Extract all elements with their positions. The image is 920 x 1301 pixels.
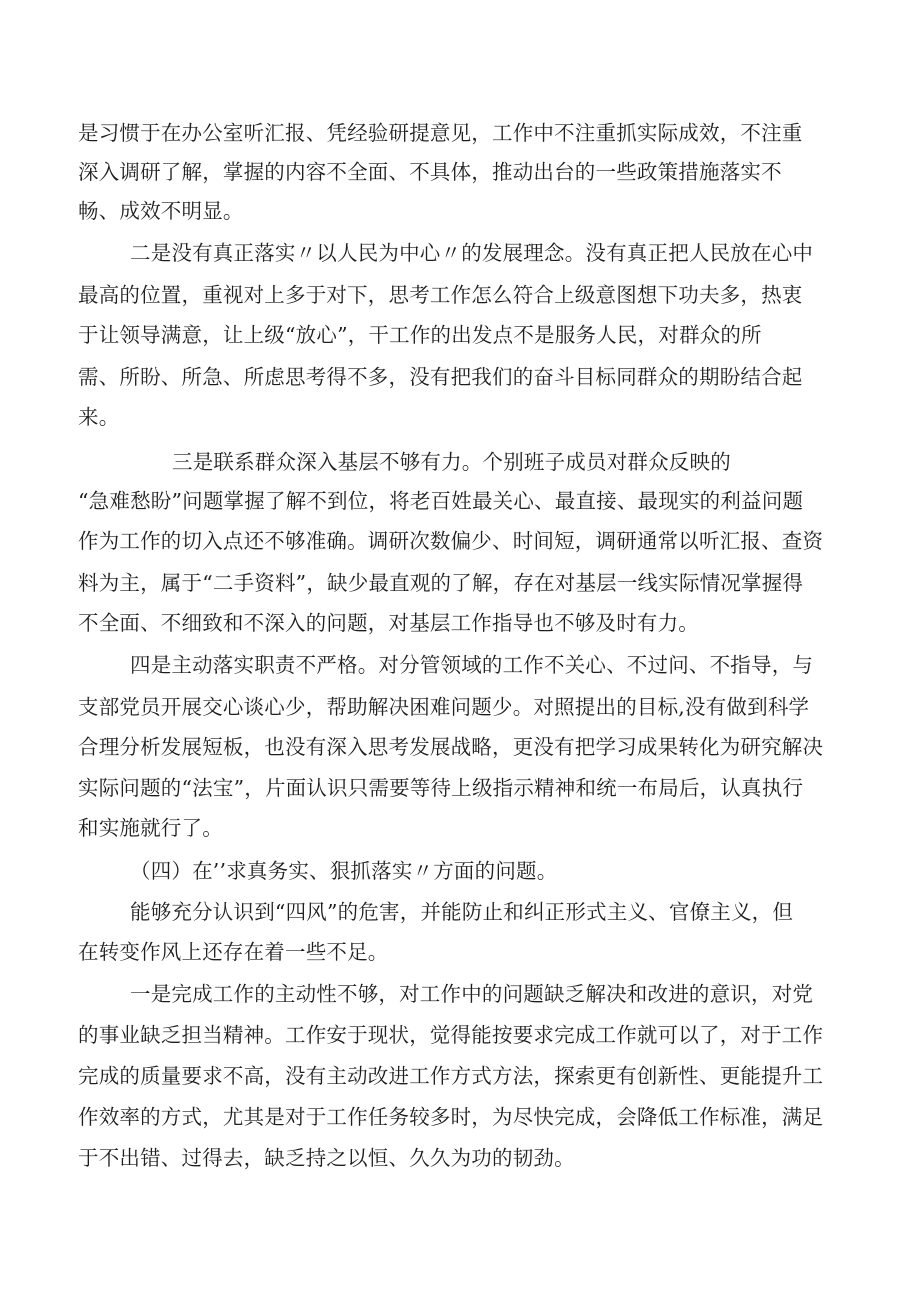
text-line: 作为工作的切入点还不够准确。调研次数偏少、时间短，调研通常以听汇报、查资 — [78, 529, 824, 553]
text-line: 来。 — [78, 405, 120, 429]
text-line: 三是联系群众深入基层不够有力。个别班子成员对群众反映的 — [172, 450, 731, 474]
text-line: 最高的位置，重视对上多于对下，思考工作怎么符合上级意图想下功夫多，热衷 — [78, 283, 803, 307]
text-line: 不全面、不细致和不深入的问题，对基层工作指导也不够及时有力。 — [78, 611, 699, 635]
text-line: 畅、成效不明显。 — [78, 199, 244, 223]
text-line: 需、所盼、所急、所虑思考得不多，没有把我们的奋斗目标同群众的期盼结合起 — [78, 365, 803, 389]
text-line: 和实施就行了。 — [78, 816, 223, 840]
text-line: 完成的质量要求不高，没有主动改进工作方式方法，探索更有创新性、更能提升工 — [78, 1064, 824, 1088]
text-line: 实际问题的“法宝”，片面认识只需要等待上级指示精神和统一布局后，认真执行 — [78, 776, 804, 800]
text-line: 在转变作风上还存在着一些不足。 — [78, 940, 389, 964]
text-line: 的事业缺乏担当精神。工作安于现状，觉得能按要求完成工作就可以了，对于工作 — [78, 1023, 824, 1047]
text-line: 支部党员开展交心谈心少，帮助解决困难问题少。对照提出的目标,没有做到科学 — [78, 695, 810, 719]
text-line: “急难愁盼”问题掌握了解不到位，将老百姓最关心、最直接、最现实的利益问题 — [78, 489, 804, 513]
text-line: 深入调研了解，掌握的内容不全面、不具体，推动出台的一些政策措施落实不 — [78, 160, 782, 184]
text-line: 四是主动落实职责不严格。对分管领域的工作不关心、不过问、不指导，与 — [130, 653, 814, 677]
text-line: 是习惯于在办公室听汇报、凭经验研提意见，工作中不注重抓实际成效，不注重 — [78, 121, 803, 145]
text-line: 于让领导满意，让上级“放心”，干工作的出发点不是服务人民，对群众的所 — [78, 323, 762, 347]
text-line: 二是没有真正落实〃以人民为中心〃的发展理念。没有真正把人民放在心中 — [130, 241, 814, 265]
text-line: 一是完成工作的主动性不够，对工作中的问题缺乏解决和改进的意识，对党 — [130, 982, 814, 1006]
text-line: 于不出错、过得去，缺乏持之以恒、久久为功的韧劲。 — [78, 1146, 575, 1170]
text-line: 能够充分认识到“四风”的危害，并能防止和纠正形式主义、官僚主义，但 — [130, 900, 794, 924]
text-line: 作效率的方式，尤其是对于工作任务较多时，为尽快完成，会降低工作标准，满足 — [78, 1105, 824, 1129]
section-heading: （四）在’’求真务实、狠抓落实〃方面的问题。 — [130, 859, 558, 883]
text-line: 料为主，属于“二手资料”，缺少最直观的了解，存在对基层一线实际情况掌握得 — [78, 571, 804, 595]
text-line: 合理分析发展短板，也没有深入思考发展战略，更没有把学习成果转化为研究解决 — [78, 735, 824, 759]
